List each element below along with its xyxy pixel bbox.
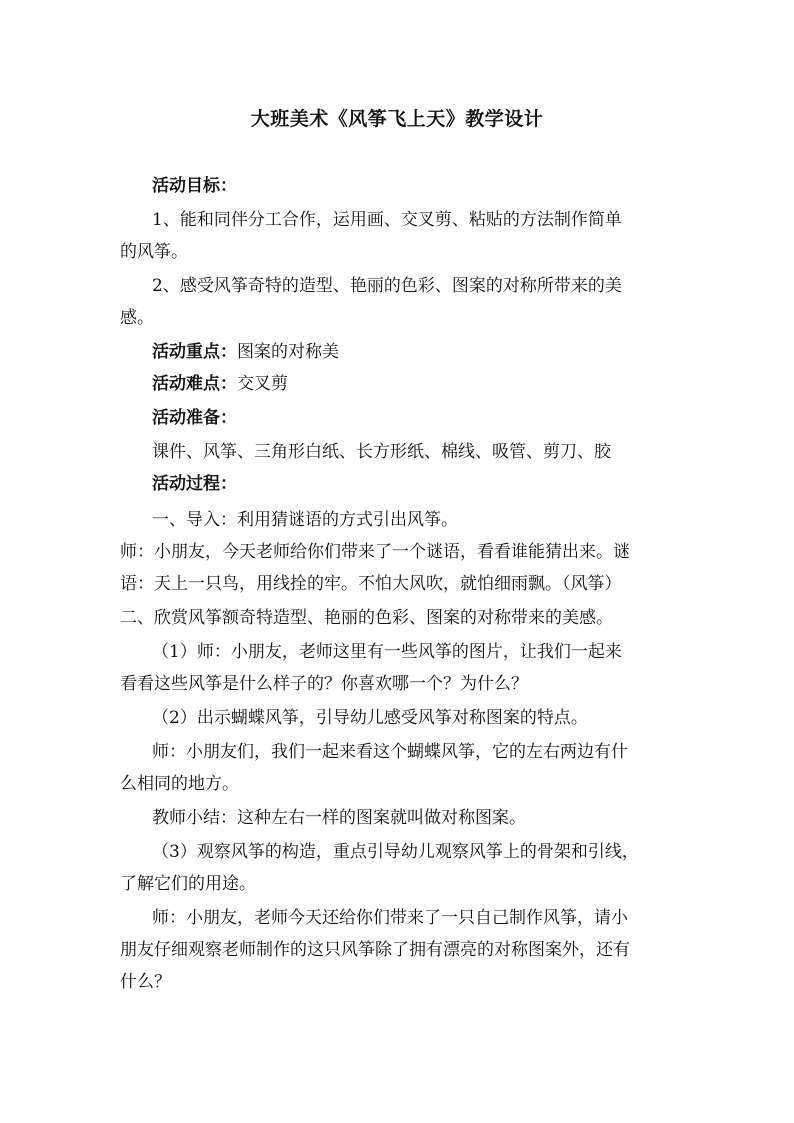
key-point-label: 活动重点： <box>152 342 237 362</box>
goal-1-line-1: 1、能和同伴分工合作，运用画、交叉剪、粘贴的方法制作简单 <box>152 210 622 230</box>
step-2-2: （2）出示蝴蝶风筝，引导幼儿感受风筝对称图案的特点。 <box>152 708 588 728</box>
step-2-3-teacher-line-2: 朋友仔细观察老师制作的这只风筝除了拥有漂亮的对称图案外，还有 <box>120 940 630 960</box>
step-2-1-line-2: 看看这些风筝是什么样子的？你喜欢哪一个？为什么？ <box>120 674 528 694</box>
goals-heading: 活动目标： <box>152 176 237 196</box>
step-2-3-line-1: （3）观察风筝的构造，重点引导幼儿观察风筝上的骨架和引线， <box>152 842 639 862</box>
goal-1-line-2: 的风筝。 <box>120 242 188 262</box>
step-1-teacher-line-2: 语：天上一只鸟，用线拴的牢。不怕大风吹，就怕细雨飘。（风筝） <box>120 574 622 594</box>
key-point-row <box>152 340 339 364</box>
goal-2-line-2: 感。 <box>120 308 154 328</box>
step-2-3-teacher-line-1: 师：小朋友，老师今天还给你们带来了一只自己制作风筝，请小 <box>152 908 628 928</box>
step-2-3-teacher-line-3: 什么？ <box>120 972 171 992</box>
step-2-2-teacher-line-2: 么相同的地方。 <box>120 774 239 794</box>
prep-text: 课件、风筝、三角形白纸、长方形纸、棉线、吸管、剪刀、胶 <box>152 442 611 462</box>
difficulty-label: 活动难点： <box>152 374 237 394</box>
difficulty-row <box>152 372 288 396</box>
goal-2-line-1: 2、感受风筝奇特的造型、艳丽的色彩、图案的对称所带来的美 <box>152 276 622 296</box>
step-2-2-teacher-line-1: 师：小朋友们，我们一起来看这个蝴蝶风筝，它的左右两边有什 <box>152 742 628 762</box>
step-2-3-line-2: 了解它们的用途。 <box>120 874 256 894</box>
step-2: 二、欣赏风筝额奇特造型、艳丽的色彩、图案的对称带来的美感。 <box>120 608 613 628</box>
step-2-1-line-1: （1）师：小朋友，老师这里有一些风筝的图片，让我们一起来 <box>152 642 622 662</box>
prep-heading: 活动准备： <box>152 408 237 428</box>
process-heading: 活动过程： <box>152 474 237 494</box>
key-point-text: 图案的对称美 <box>237 342 339 362</box>
teacher-summary: 教师小结：这种左右一样的图案就叫做对称图案。 <box>152 808 526 828</box>
step-1-teacher-line-1: 师：小朋友，今天老师给你们带来了一个谜语，看看谁能猜出来。谜 <box>120 542 630 562</box>
document-title: 大班美术《风筝飞上天》教学设计 <box>250 108 544 130</box>
step-1: 一、导入：利用猜谜语的方式引出风筝。 <box>152 510 458 530</box>
difficulty-text: 交叉剪 <box>237 374 288 394</box>
